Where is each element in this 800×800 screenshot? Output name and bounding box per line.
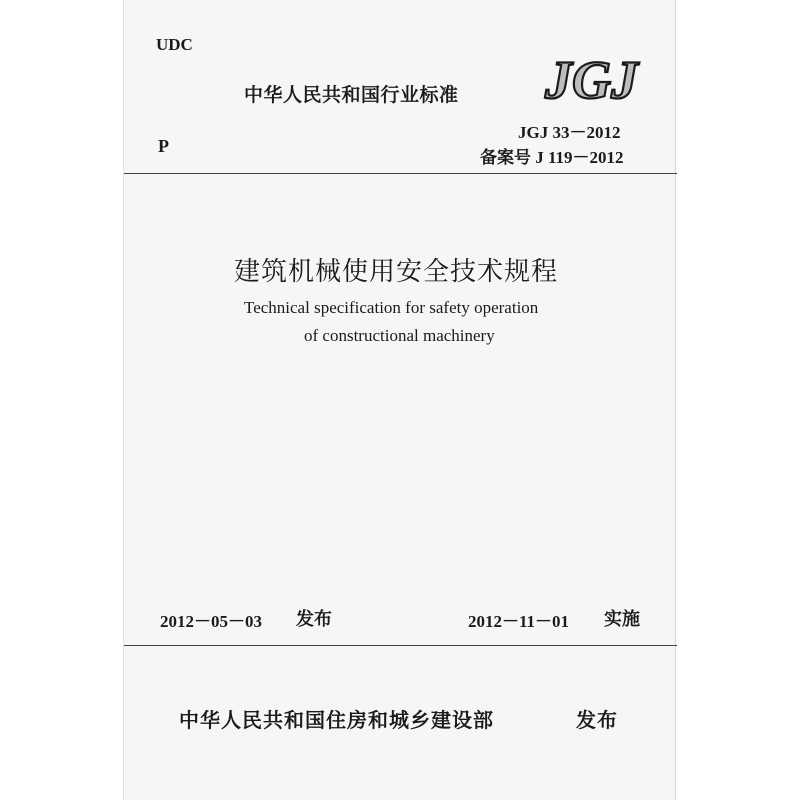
implement-date: 2012－11－01 — [468, 612, 570, 631]
bottom-divider — [124, 645, 677, 646]
title-english-line2: of constructional machinery — [304, 326, 495, 345]
jgj-logo — [536, 50, 638, 110]
standard-number: JGJ 33－2012 — [518, 123, 621, 142]
publish-label: 发布 — [576, 708, 618, 732]
udc-code: UDC — [156, 35, 193, 54]
standard-cover — [123, 0, 676, 800]
category-code: P — [158, 136, 169, 156]
issue-label: 发布 — [296, 609, 332, 630]
issue-date: 2012－05－03 — [160, 612, 262, 631]
standard-type: 中华人民共和国行业标准 — [244, 84, 459, 106]
title-chinese: 建筑机械使用安全技术规程 — [234, 257, 559, 287]
implement-label: 实施 — [604, 609, 640, 630]
jgj-logo-text: JGJ — [545, 50, 638, 110]
record-number: 备案号 J 119－2012 — [480, 148, 624, 167]
top-divider — [124, 173, 677, 174]
publisher: 中华人民共和国住房和城乡建设部 — [179, 708, 494, 732]
title-english-line1: Technical specification for safety operation — [244, 298, 539, 317]
jgj-logo-graphic — [536, 50, 638, 110]
